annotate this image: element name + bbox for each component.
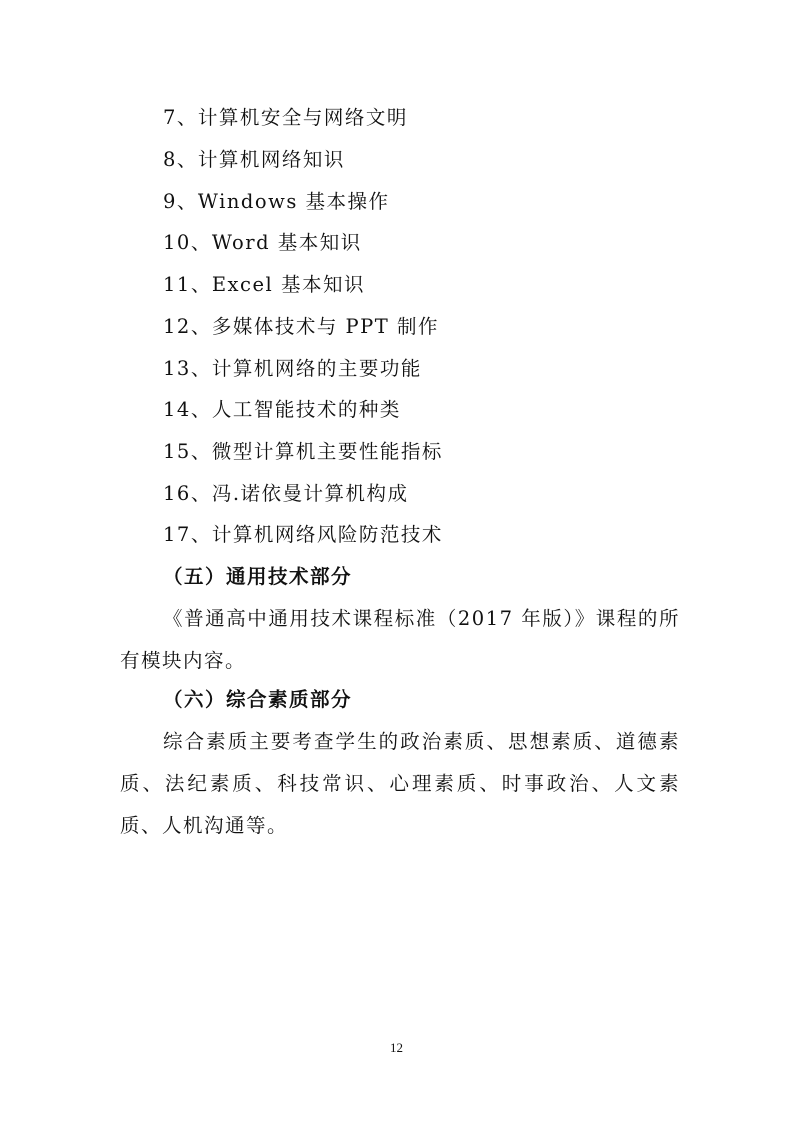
list-item: 15、微型计算机主要性能指标 [163, 440, 443, 463]
page-number: 12 [390, 1040, 403, 1055]
paragraph-general-technology: 《普通高中通用技术课程标准（2017 年版）》课程的所有模块内容。 [120, 607, 680, 672]
section-heading-comprehensive-quality: （六）综合素质部分 [163, 688, 353, 711]
list-item: 7、计算机安全与网络文明 [163, 106, 408, 129]
list-item: 13、计算机网络的主要功能 [163, 357, 422, 380]
list-item: 14、人工智能技术的种类 [163, 398, 401, 421]
list-item: 8、计算机网络知识 [163, 148, 345, 171]
list-item: 16、冯.诺依曼计算机构成 [163, 482, 409, 505]
list-item: 9、Windows 基本操作 [163, 190, 390, 213]
list-item: 12、多媒体技术与 PPT 制作 [163, 315, 439, 338]
list-item: 11、Excel 基本知识 [163, 273, 365, 296]
list-item: 17、计算机网络风险防范技术 [163, 523, 443, 546]
section-heading-general-technology: （五）通用技术部分 [163, 565, 353, 588]
paragraph-comprehensive-quality: 综合素质主要考查学生的政治素质、思想素质、道德素质、法纪素质、科技常识、心理素质、时事政治、人文素质、人机沟通等。 [120, 730, 680, 837]
list-item: 10、Word 基本知识 [163, 231, 362, 254]
